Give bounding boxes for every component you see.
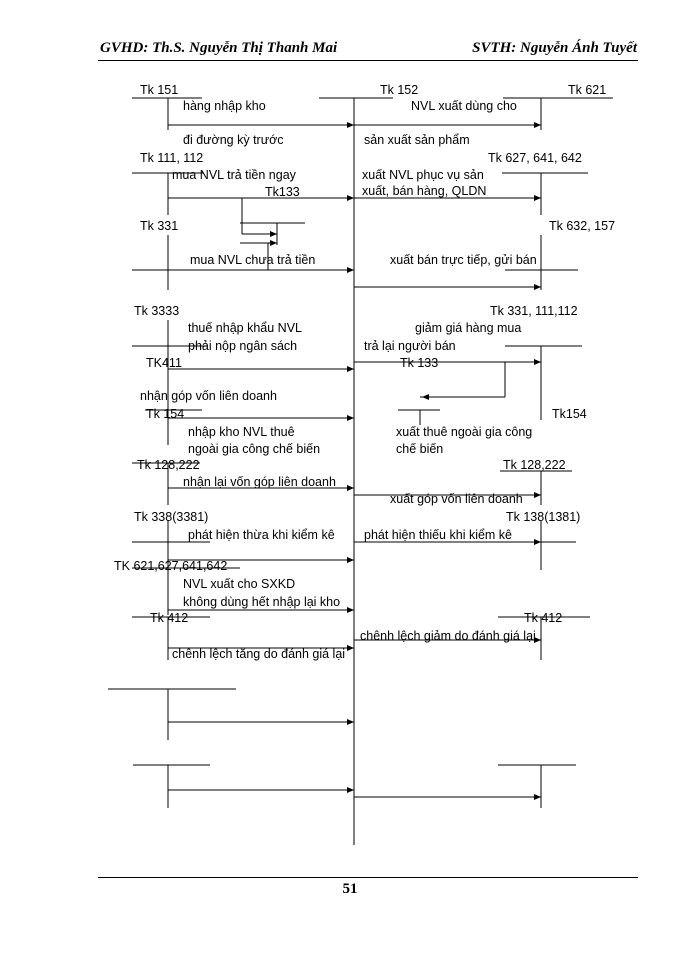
header-student: SVTH: Nguyễn Ánh Tuyết <box>472 40 637 56</box>
desc-ngoai-gia-cong: ngoài gia công chế biến <box>188 442 321 456</box>
acct-tk412b: Tk 412 <box>524 611 563 625</box>
desc-xuat-ban-hang: xuất, bán hàng, QLDN <box>362 184 487 198</box>
acct-tk128-222b: Tk 128,222 <box>503 458 566 472</box>
acct-tk152: Tk 152 <box>380 83 419 97</box>
desc-phat-hien-thieu: phát hiện thiếu khi kiểm kê <box>364 528 513 542</box>
acct-tk621-627-641-642: TK 621,627,641,642 <box>114 559 228 573</box>
acct-tk138: Tk 138(1381) <box>506 510 581 524</box>
desc-di-duong: đi đường kỳ trước <box>183 133 284 147</box>
desc-chenh-lech-tang: chênh lệch tăng do đánh giá lại <box>172 647 346 661</box>
desc-xuat-thue-ngoai: xuất thuê ngoài gia công <box>396 425 533 439</box>
acct-tk128-222a: Tk 128,222 <box>137 458 200 472</box>
desc-chenh-lech-giam: chênh lệch giảm do đánh giá lại <box>360 629 536 643</box>
desc-mua-nvl-tra-ngay: mua NVL trả tiền ngay <box>172 168 296 182</box>
desc-tra-lai: trả lại người bán <box>364 339 456 353</box>
page-number: 51 <box>342 881 358 897</box>
desc-giam-gia: giảm giá hàng mua <box>415 321 522 335</box>
desc-xuat-ban-truc-tiep: xuất bán trực tiếp, gửi bán <box>390 253 537 267</box>
desc-phai-nop: phải nộp ngân sách <box>188 339 298 353</box>
desc-san-xuat-sp: sản xuất sản phẩm <box>364 133 470 147</box>
desc-hang-nhap-kho: hàng nhập kho <box>183 99 266 113</box>
desc-nvl-xuat-sxkd: NVL xuất cho SXKD <box>183 577 296 591</box>
acct-tk111-112: Tk 111, 112 <box>140 151 204 165</box>
acct-tk133b: Tk 133 <box>400 356 439 370</box>
acct-tk632-157: Tk 632, 157 <box>549 219 616 233</box>
desc-mua-nvl-chua-tra: mua NVL chưa trả tiền <box>190 253 316 267</box>
desc-xuat-nvl-phuc-vu: xuất NVL phục vụ sản <box>362 168 484 182</box>
desc-phat-hien-thua: phát hiện thừa khi kiểm kê <box>188 528 335 542</box>
acct-tk338: Tk 338(3381) <box>134 510 209 524</box>
acct-tk3333: Tk 3333 <box>134 304 180 318</box>
desc-che-bien: chế biến <box>396 442 444 456</box>
acct-tk151: Tk 151 <box>140 83 179 97</box>
acct-tk627-641-642: Tk 627, 641, 642 <box>488 151 582 165</box>
acct-tk621: Tk 621 <box>568 83 607 97</box>
header-advisor: GVHD: Th.S. Nguyễn Thị Thanh Mai <box>100 40 338 56</box>
desc-nhan-lai-von: nhận lại vốn góp liên doanh <box>183 475 336 489</box>
acct-tk154b: Tk154 <box>552 407 587 421</box>
desc-xuat-gop-von: xuất góp vốn liên doanh <box>390 492 523 506</box>
acct-tk331: Tk 331 <box>140 219 179 233</box>
acct-tk331-111-112: Tk 331, 111,112 <box>490 304 578 318</box>
desc-thue-nhap-khau: thuế nhập khẩu NVL <box>188 321 302 335</box>
desc-khong-dung-het: không dùng hết nhập lại kho <box>183 595 341 609</box>
desc-nvl-xuat-dung: NVL xuất dùng cho <box>411 99 517 113</box>
acct-tk411: TK411 <box>146 356 182 370</box>
desc-nhap-kho-nvl-thue: nhập kho NVL thuê <box>188 425 295 439</box>
acct-tk412a: Tk 412 <box>150 611 189 625</box>
acct-tk133a: Tk133 <box>265 185 300 199</box>
desc-nhan-gop-von: nhận góp vốn liên doanh <box>140 389 277 403</box>
acct-tk154a: Tk 154 <box>146 407 185 421</box>
